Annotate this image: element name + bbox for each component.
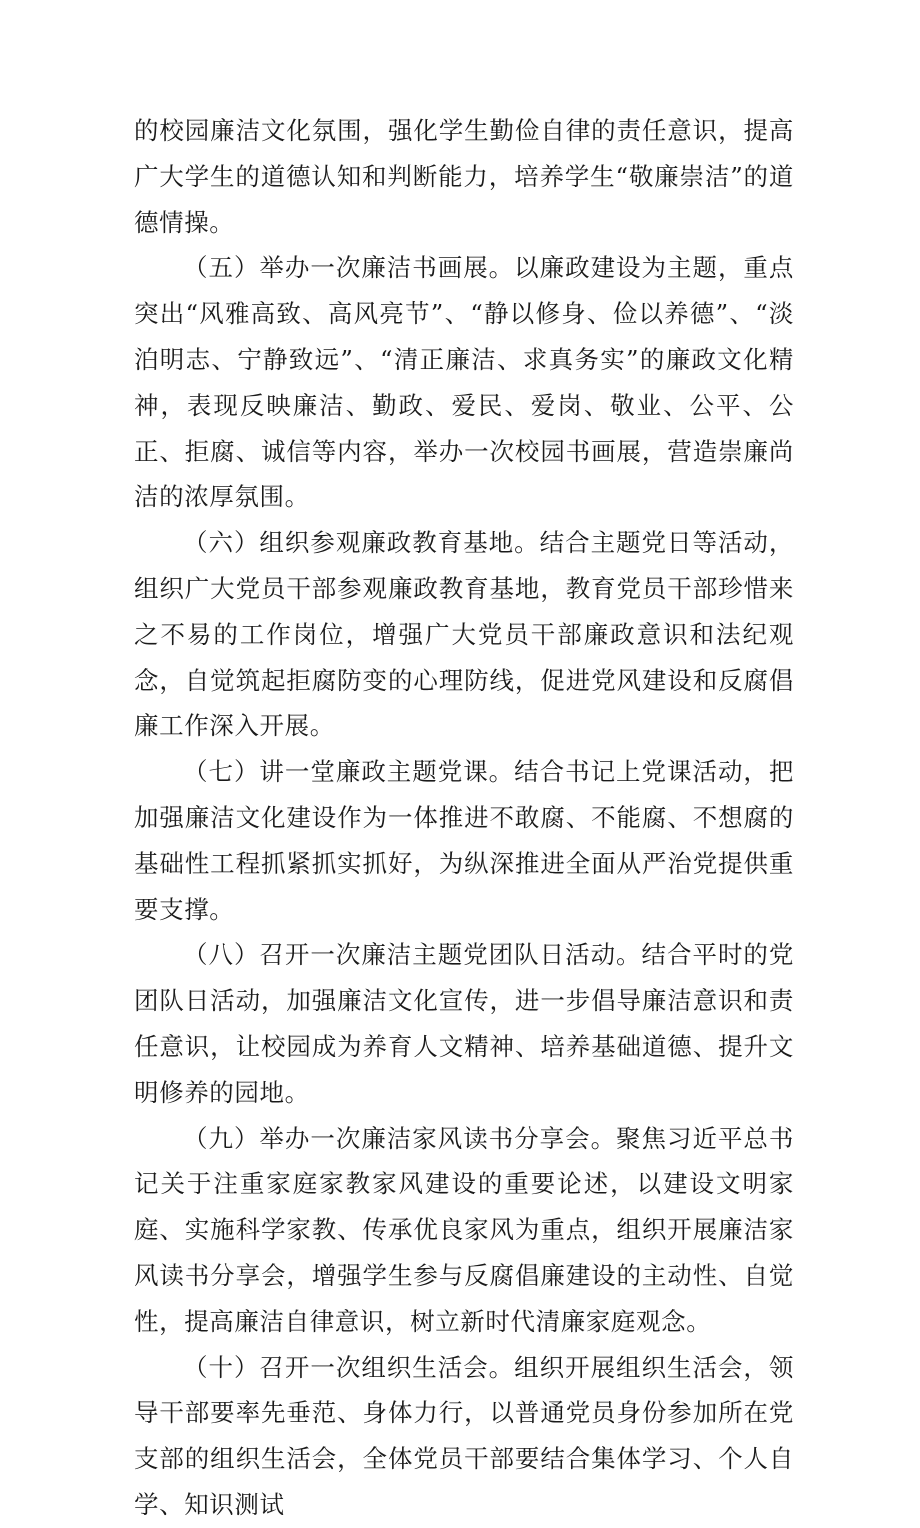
paragraph-continuation: 的校园廉洁文化氛围，强化学生勤俭自律的责任意识，提高广大学生的道德认知和判断能力，培养学生“敬廉崇洁”的道德情操。 xyxy=(134,116,794,237)
paragraph-item-10: （十）召开一次组织生活会。组织开展组织生活会，领导干部要率先垂范、身体力行，以普通党员身份参加所在党支部的组织生活会，全体党员干部要结合集体学习、个人自学、知识测试 xyxy=(134,1352,794,1519)
paragraph-item-8: （八）召开一次廉洁主题党团队日活动。结合平时的党团队日活动，加强廉洁文化宣传，进一步倡导廉洁意识和责任意识，让校园成为养育人文精神、培养基础道德、提升文明修养的园地。 xyxy=(134,940,794,1107)
paragraph-item-5: （五）举办一次廉洁书画展。以廉政建设为主题，重点突出“风雅高致、高风亮节”、“静以修身、俭以养德”、“淡泊明志、宁静致远”、“清正廉洁、求真务实”的廉政文化精神，表现反映廉洁、勤政、爱民、爱岗、敬业、公平、公正、拒腐、诚信等内容，举办一次校园书画展，营造崇廉尚洁的浓厚氛围。 xyxy=(134,253,794,512)
paragraph-item-6: （六）组织参观廉政教育基地。结合主题党日等活动，组织广大党员干部参观廉政教育基地，教育党员干部珍惜来之不易的工作岗位，增强广大党员干部廉政意识和法纪观念，自觉筑起拒腐防变的心理防线，促进党风建设和反腐倡廉工作深入开展。 xyxy=(134,528,794,741)
paragraph-item-9: （九）举办一次廉洁家风读书分享会。聚焦习近平总书记关于注重家庭家教家风建设的重要论述，以建设文明家庭、实施科学家教、传承优良家风为重点，组织开展廉洁家风读书分享会，增强学生参与反腐倡廉建设的主动性、自觉性，提高廉洁自律意识，树立新时代清廉家庭观念。 xyxy=(134,1123,794,1336)
paragraph-item-7: （七）讲一堂廉政主题党课。结合书记上党课活动，把加强廉洁文化建设作为一体推进不敢腐、不能腐、不想腐的基础性工程抓紧抓实抓好，为纵深推进全面从严治党提供重要支撑。 xyxy=(134,757,794,924)
document-body xyxy=(134,108,794,1528)
